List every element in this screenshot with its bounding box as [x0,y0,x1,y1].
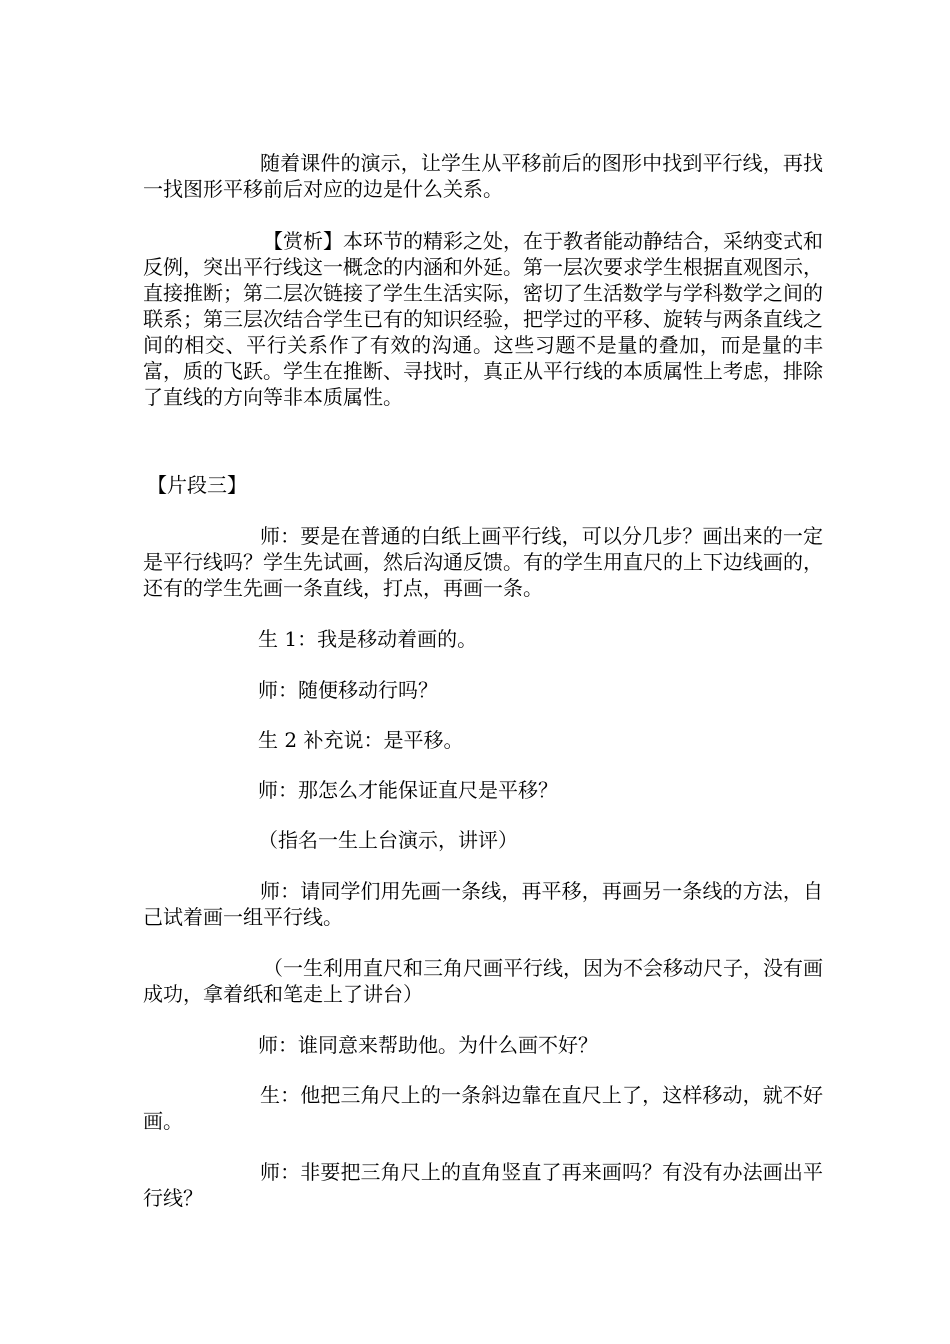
paragraph-student1: 生 1：我是移动着画的。 [258,627,478,651]
paragraph-student2: 生 2 补充说：是平移。 [258,728,464,752]
paragraph-teacher-move: 师：随便移动行吗？ [258,678,438,702]
paragraph-teacher-instruction: 师：请同学们用先画一条线，再平移，再画另一条线的方法，自己试着画一组平行线。 [143,879,823,929]
paragraph-demo: 随着课件的演示，让学生从平移前后的图形中找到平行线，再找一找图形平移前后对应的边是什么关系。 [143,151,823,201]
paragraph-demo-note: （指名一生上台演示，讲评） [258,828,518,852]
paragraph-teacher-question: 师：要是在普通的白纸上画平行线，可以分几步？画出来的一定是平行线吗？学生先试画，然后沟通反馈。有的学生用直尺的上下边线画的，还有的学生先画一条直线，打点，再画一条。 [143,524,823,600]
paragraph-student-answer: 生：他把三角尺上的一条斜边靠在直尺上了，这样移动，就不好画。 [143,1083,823,1133]
paragraph-student-fail: （一生利用直尺和三角尺画平行线，因为不会移动尺子，没有画成功，拿着纸和笔走上了讲台） [143,956,823,1006]
paragraph-teacher-final: 师：非要把三角尺上的直角竖直了再来画吗？有没有办法画出平行线？ [143,1160,823,1210]
paragraph-teacher-help: 师：谁同意来帮助他。为什么画不好？ [258,1033,598,1057]
paragraph-appreciation: 【赏析】本环节的精彩之处，在于教者能动静结合，采纳变式和反例，突出平行线这一概念的内涵和外延。第一层次要求学生根据直观图示，直接推断；第二层次链接了学生生活实际，密切了生活数学与学科数学之间的联系；第三层次结合学生已有的知识经验，把学过的平移、旋转与两条直线之间的相交、平行关系作了有效的沟通。这些习题不是量的叠加，而是量的丰富，质的飞跃。学生在推断、寻找时，真正从平行线的本质属性上考虑，排除了直线的方向等非本质属性。 [143,229,823,409]
section-heading: 【片段三】 [147,473,247,497]
paragraph-teacher-ruler: 师：那怎么才能保证直尺是平移？ [258,778,558,802]
